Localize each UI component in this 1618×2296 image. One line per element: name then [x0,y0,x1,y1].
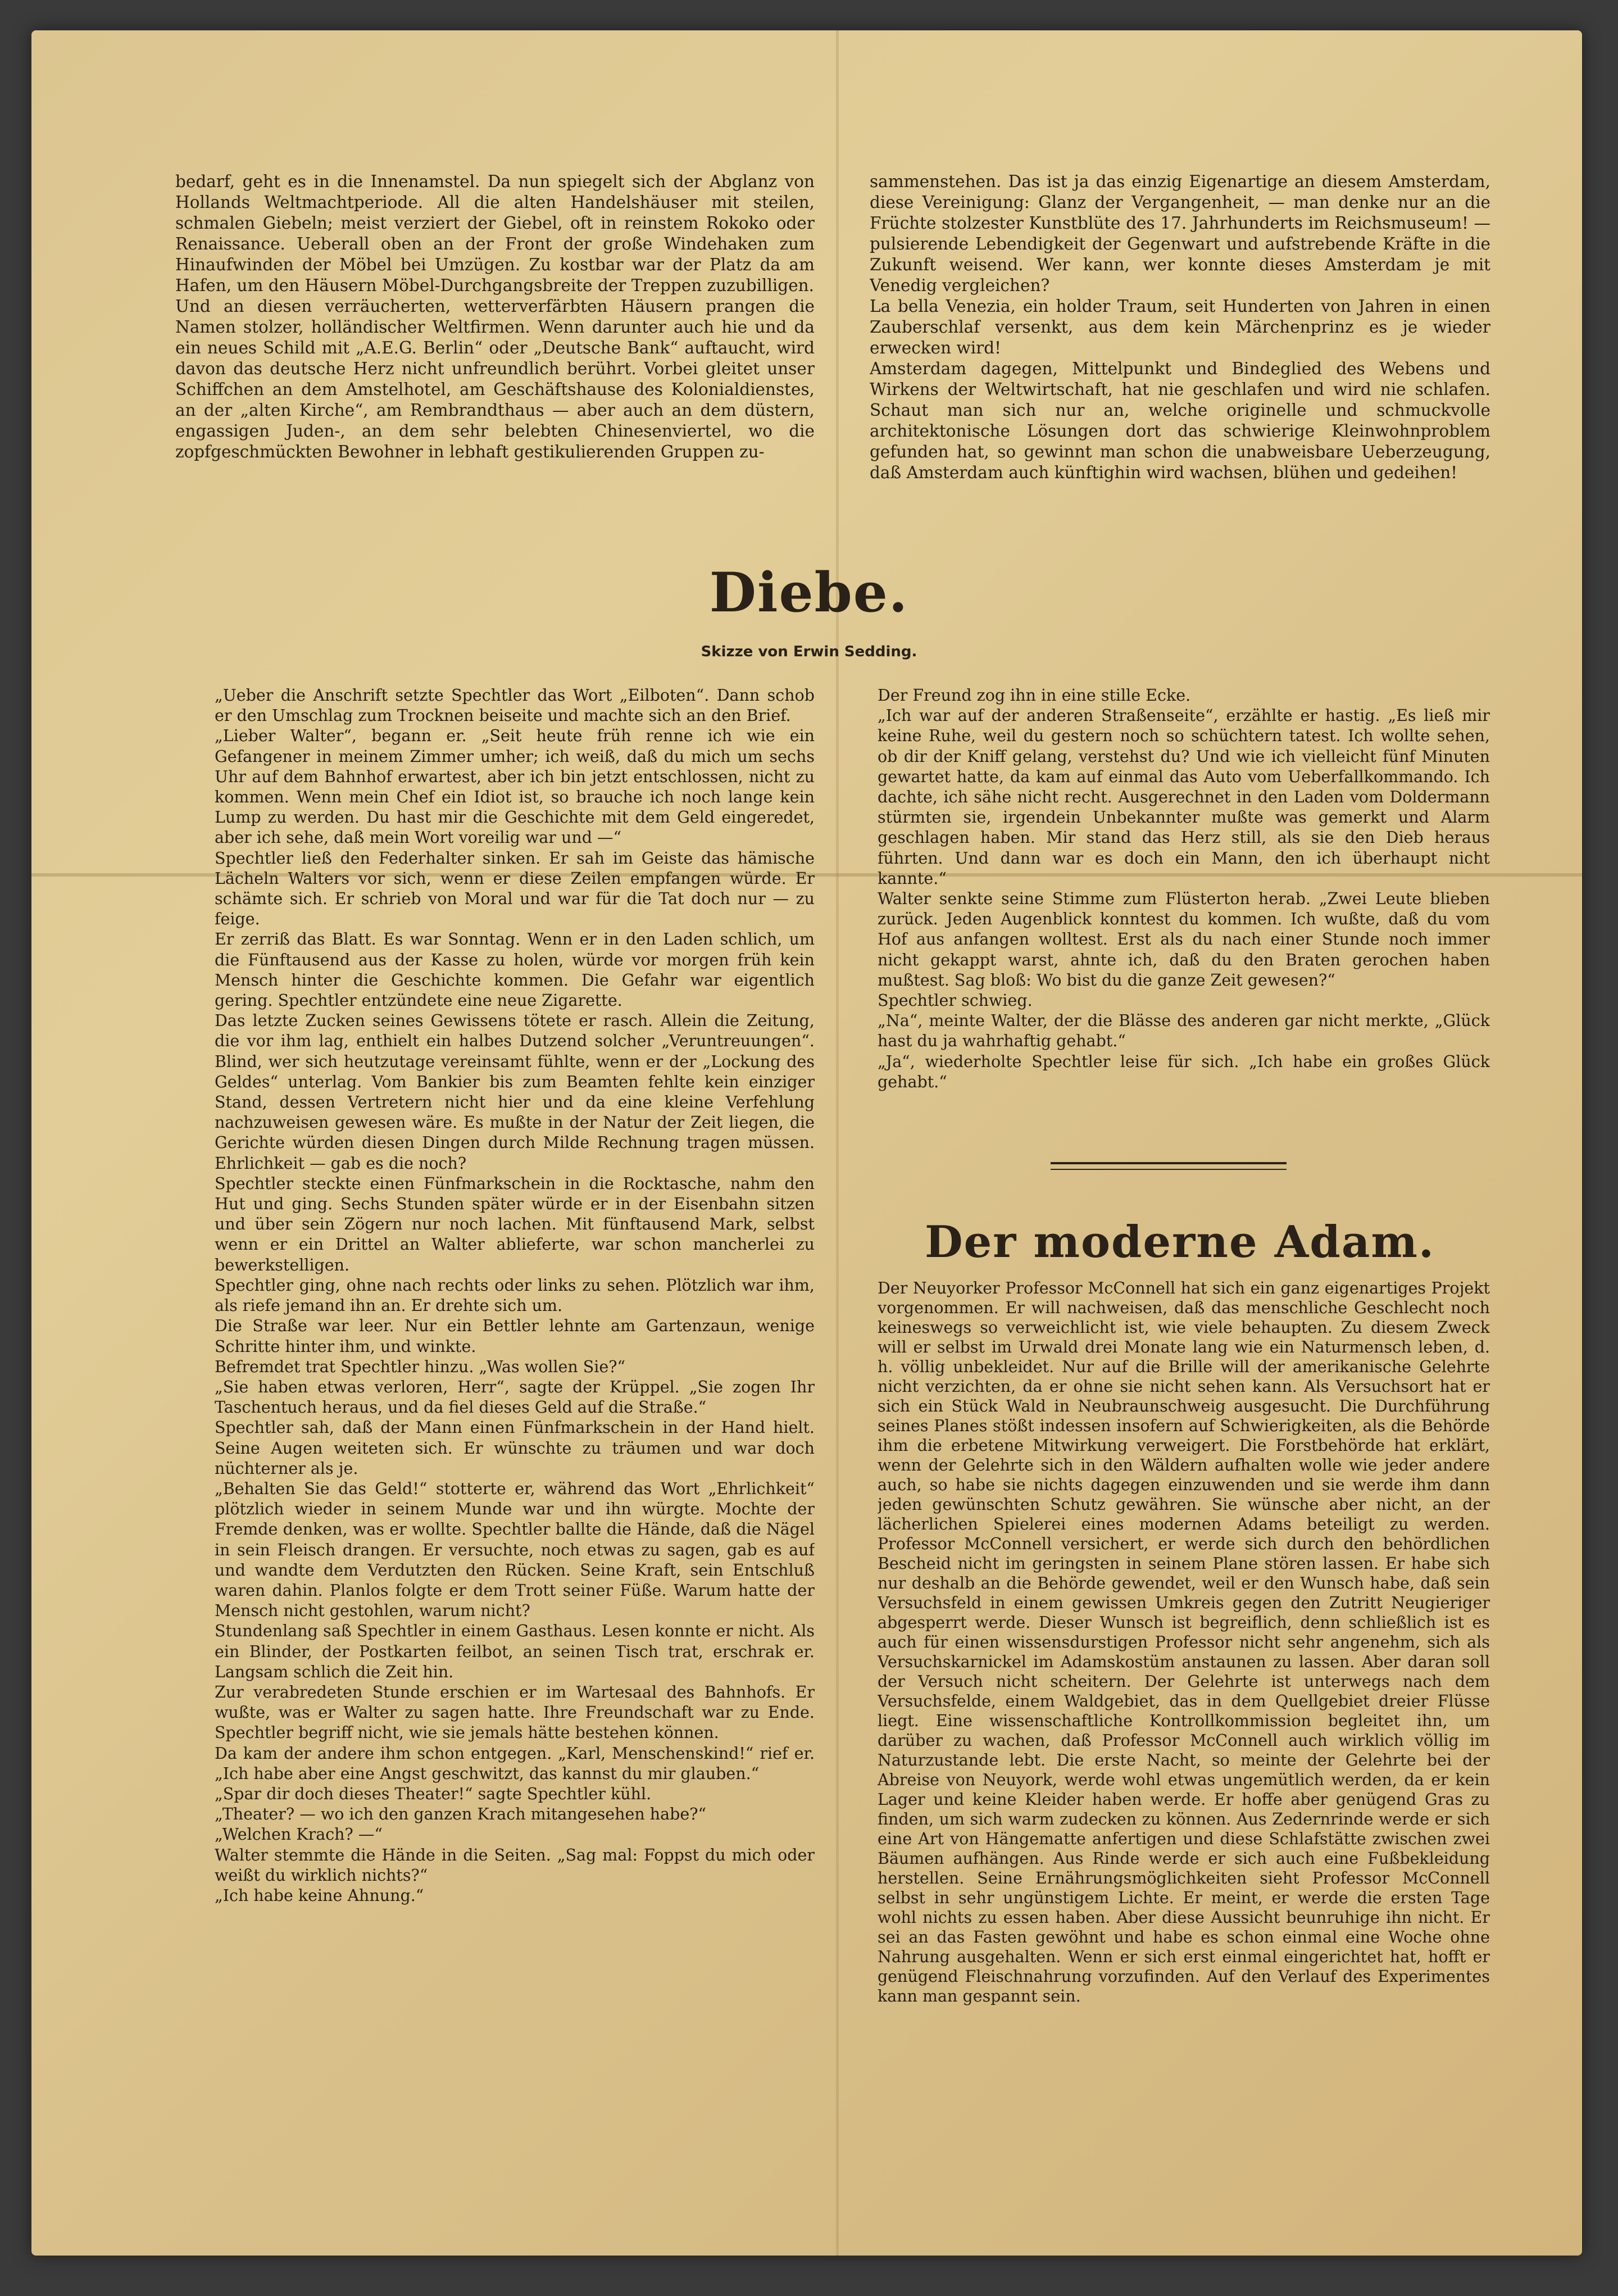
diebe-title: Diebe. [709,561,909,624]
adam-body: Der Neuyorker Professor McConnell hat sich ein ganz eigenartiges Projekt vorgenommen. Er will nachweisen, daß das menschliche Geschlecht noch keineswegs so verweichlicht ist, wie viele behaupten. Zu diesem Zweck will er selbst im Urwald drei Monate lang wie ein Naturmensch leben, d. h. völlig unbekleidet. Nur auf die Brille will der amerikanische Gelehrte nicht verzichten, da er ohne sie nicht sehen kann. Als Versuchsort hat er sich ein Stück Wald in Neubraunschweig ausgesucht. Die Durchführung seines Planes stößt indessen insofern auf Schwierigkeiten, als die Behörde ihm die erbetene Mitwirkung verweigert. Die Forstbehörde hat erklärt, wenn der Gelehrte sich in den Wäldern aufhalten wolle wie jeder andere auch, so habe sie nichts dagegen einzuwenden und sie werde ihm dann jeden gewünschten Schutz gewähren. Sie wünsche aber nicht, an der lächerlichen Spielerei eines modernen Adams beteiligt zu werden. Professor McConnell versichert, er werde sich durch den behördlichen Bescheid nicht im geringsten in seinem Plane stören lassen. Er habe sich nur deshalb an die Behörde gewendet, weil er den Wunsch habe, daß sein Versuchsfeld in einem gewissen Umkreis gegen den Zutritt Neugieriger abgesperrt werde. Dieser Wunsch ist begreiflich, denn schließlich ist es auch für einen wissensdurstigen Professor nicht sehr angenehm, sich als Versuchskarnickel im Adamskostüm anstaunen zu lassen. Aber daran soll der Versuch nicht scheitern. Der Gelehrte ist unterwegs nach dem Versuchsfelde, einem Waldgebiet, das in dem Quellgebiet dreier Flüsse liegt. Eine wissenschaftliche Kontrollkommission begleitet ihn, um darüber zu wachen, daß Professor McConnell auch wirklich völlig im Naturzustande lebt. Die erste Nacht, so meinte der Gelehrte bei der Abreise von Neuyork, werde wohl etwas ungemütlich werden, da er kein Lager und keine Kleider haben werde. Er hoffe aber genügend Gras zu finden, um sich warm zudecken zu können. Aus Zedernrinde werde er sich eine Art von Hängematte anfertigen und diese Schlafstätte zwischen zwei Bäumen aufhängen. Aus Rinde werde er sich auch eine Fußbekleidung herstellen. Seine Ernährungsmöglichkeiten sieht Professor McConnell selbst in sehr ungünstigem Lichte. Er meint, er werde die ersten Tage wohl nichts zu essen haben. Aber diese Aussicht beunruhige ihn nicht. Er sei an das Fasten gewöhnt und habe es schon einmal eine Woche ohne Nahrung ausgehalten. Wenn er sich erst einmal eingerichtet hat, hofft er genügend Fleischnahrung vorzufinden. Auf den Verlauf des Experimentes kann man gespannt sein. [878,1279,1490,2005]
fold-crease-vertical [836,30,839,2256]
section-divider-top [1051,1162,1287,1164]
diebe-column-2: Der Freund zog ihn in eine stille Ecke. „Ich war auf der anderen Straßenseite“, erzählte er hastig. „Es ließ mir keine Ruhe, weil du gestern noch so schüchtern tatest. Ich wollte sehen, ob dir der Kniff gelang, verstehst du? Und wie ich vielleicht fünf Minuten gewartet hatte, da kam auf einmal das Auto vom Ueberfallkommando. Ich dachte, ich sähe nicht recht. Ausgerechnet in den Laden vom Doldermann stürmten sie, irgendein Unbekannter mußte was gemerkt und Alarm geschlagen haben. Mir stand das Herz still, als sie den Dieb heraus führten. Und dann war es doch ein Mann, den ich überhaupt nicht kannte.“ Walter senkte seine Stimme zum Flüsterton herab. „Zwei Leute blieben zurück. Jeden Augenblick konntest du kommen. Ich wußte, daß du vom Hof aus anfangen wolltest. Erst als du nach einer Stunde noch immer nicht gekappt warst, ahnte ich, daß du den Braten gerochen haben mußtest. Sag bloß: Wo bist du die ganze Zeit gewesen?“ Spechtler schwieg. „Na“, meinte Walter, der die Blässe des anderen gar nicht merkte, „Glück hast du ja wahrhaftig gehabt.“ „Ja“, wiederholte Spechtler leise für sich. „Ich habe ein großes Glück gehabt.“ [878,686,1490,1091]
adam-title: Der moderne Adam. [924,1217,1435,1268]
diebe-byline: Skizze von Erwin Sedding. [701,643,917,660]
diebe-column-1: „Ueber die Anschrift setzte Spechtler das Wort „Eilboten“. Dann schob er den Umschlag zum Trocknen beiseite und machte sich an den Brief. „Lieber Walter“, begann er. „Seit heute früh renne ich wie ein Gefangener in meinem Zimmer umher; ich weiß, daß du mich um sechs Uhr auf dem Bahnhof erwartest, aber ich bin jetzt entschlossen, nicht zu kommen. Wenn mein Chef ein Idiot ist, so brauche ich noch lange kein Lump zu werden. Du hast mir die Geschichte mit dem Geld eingeredet, aber ich sehe, daß mein Wort voreilig war und —“ Spechtler ließ den Federhalter sinken. Er sah im Geiste das hämische Lächeln Walters vor sich, wenn er diese Zeilen empfangen würde. Er schämte sich. Er schrieb von Moral und war für die Tat doch nur — zu feige. Er zerriß das Blatt. Es war Sonntag. Wenn er in den Laden schlich, um die Fünftausend aus der Kasse zu holen, würde vor morgen früh kein Mensch hinter die Geschichte kommen. Die Gefahr war eigentlich gering. Spechtler entzündete eine neue Zigarette. Das letzte Zucken seines Gewissens tötete er rasch. Allein die Zeitung, die vor ihm lag, enthielt ein halbes Dutzend solcher „Veruntreuungen“. Blind, wer sich heutzutage vereinsamt fühlte, wenn er der „Lockung des Geldes“ unterlag. Vom Bankier bis zum Beamten fehlte kein einziger Stand, dessen Vertretern nicht hier und da eine kleine Verfehlung nachzuweisen gewesen wäre. Es mußte in der Natur der Zeit liegen, die Gerichte würden diesen Dingen durch Milde Rechnung tragen müssen. Ehrlichkeit — gab es die noch? Spechtler steckte einen Fünfmarkschein in die Rocktasche, nahm den Hut und ging. Sechs Stunden später würde er in der Eisenbahn sitzen und über sein Zögern nur noch lachen. Mit fünftausend Mark, selbst wenn er ein Drittel an Walter ablieferte, war schon mancherlei zu bewerkstelligen. Spechtler ging, ohne nach rechts oder links zu sehen. Plötzlich war ihm, als riefe jemand ihn an. Er drehte sich um. Die Straße war leer. Nur ein Bettler lehnte am Gartenzaun, wenige Schritte hinter ihm, und winkte. Befremdet trat Spechtler hinzu. „Was wollen Sie?“ „Sie haben etwas verloren, Herr“, sagte der Krüppel. „Sie zogen Ihr Taschentuch heraus, und da fiel dieses Geld auf die Straße.“ Spechtler sah, daß der Mann einen Fünfmarkschein in der Hand hielt. Seine Augen weiteten sich. Er wünschte zu träumen und war doch nüchterner als je. „Behalten Sie das Geld!“ stotterte er, während das Wort „Ehrlichkeit“ plötzlich wieder in seinem Munde war und ihn würgte. Mochte der Fremde denken, was er wollte. Spechtler ballte die Hände, daß die Nägel in sein Fleisch drangen. Er versuchte, noch etwas zu sagen, gab es auf und wandte dem Verdutzten den Rücken. Seine Kraft, sein Entschluß waren dahin. Planlos folgte er dem Trott seiner Füße. Warum hatte der Mensch nicht gestohlen, warum nicht? Stundenlang saß Spechtler in einem Gasthaus. Lesen konnte er nicht. Als ein Blinder, der Postkarten feilbot, an seinen Tisch trat, erschrak er. Langsam schlich die Zeit hin. Zur verabredeten Stunde erschien er im Wartesaal des Bahnhofs. Er wußte, was er Walter zu sagen hatte. Ihre Freundschaft war zu Ende. Spechtler begriff nicht, wie sie jemals hätte bestehen können. Da kam der andere ihm schon entgegen. „Karl, Menschenskind!“ rief er. „Ich habe aber eine Angst geschwitzt, das kannst du mir glauben.“ „Spar dir doch dieses Theater!“ sagte Spechtler kühl. „Theater? — wo ich den ganzen Krach mitangesehen habe?“ „Welchen Krach? —“ Walter stemmte die Hände in die Seiten. „Sag mal: Foppst du mich oder weißt du wirklich nichts?“ „Ich habe keine Ahnung.“ [215,686,815,1905]
top-article-column-1: bedarf, geht es in die Innenamstel. Da nun spiegelt sich der Abglanz von Hollands Weltmachtperiode. All die alten Handelshäuser mit steilen, schmalen Giebeln; meist verziert der Giebel, oft in reinstem Rokoko oder Renaissance. Ueberall oben an der Front der große Windehaken zum Hinaufwinden der Möbel bei Umzügen. Zu kostbar war der Platz da am Hafen, um den Häusern Möbel-Durchgangsbreite der Treppen zuzubilligen. Und an diesen verräucherten, wetterverfärbten Häusern prangen die Namen stolzer, holländischer Weltfirmen. Wenn darunter auch hie und da ein neues Schild mit „A.E.G. Berlin“ oder „Deutsche Bank“ auftaucht, wird davon das deutsche Herz nicht unfreundlich berührt. Vorbei gleitet unser Schiffchen an dem Amstelhotel, am Geschäftshause des Kolonialdienstes, an der „alten Kirche“, am Rembrandthaus — aber auch an dem düstern, engassigen Juden-, an dem sehr belebten Chinesenviertel, wo die zopfgeschmückten Bewohner in lebhaft gestikulierenden Gruppen zu- [175,172,815,461]
section-divider-bottom [1051,1169,1287,1170]
top-article-column-2: sammenstehen. Das ist ja das einzig Eigenartige an diesem Amsterdam, diese Vereinigung: Glanz der Vergangenheit, — man denke nur an die Früchte stolzester Kunstblüte des 17. Jahrhunderts im Reichsmuseum! — pulsierende Lebendigkeit der Gegenwart und aufstrebende Kräfte in die Zukunft weisend. Wer kann, wer konnte dieses Amsterdam je mit Venedig vergleichen? La bella Venezia, ein holder Traum, seit Hunderten von Jahren in einen Zauberschlaf versenkt, aus dem kein Märchenprinz es je wieder erwecken wird! Amsterdam dagegen, Mittelpunkt und Bindeglied des Webens und Wirkens der Weltwirtschaft, hat nie geschlafen und wird nie schlafen. Schaut man sich nur an, welche originelle und schmuckvolle architektonische Lösungen dort das schwierige Kleinwohnproblem gefunden hat, so gewinnt man schon die unabweisbare Ueberzeugung, daß Amsterdam auch künftighin wird wachsen, blühen und gedeihen! [870,172,1490,482]
